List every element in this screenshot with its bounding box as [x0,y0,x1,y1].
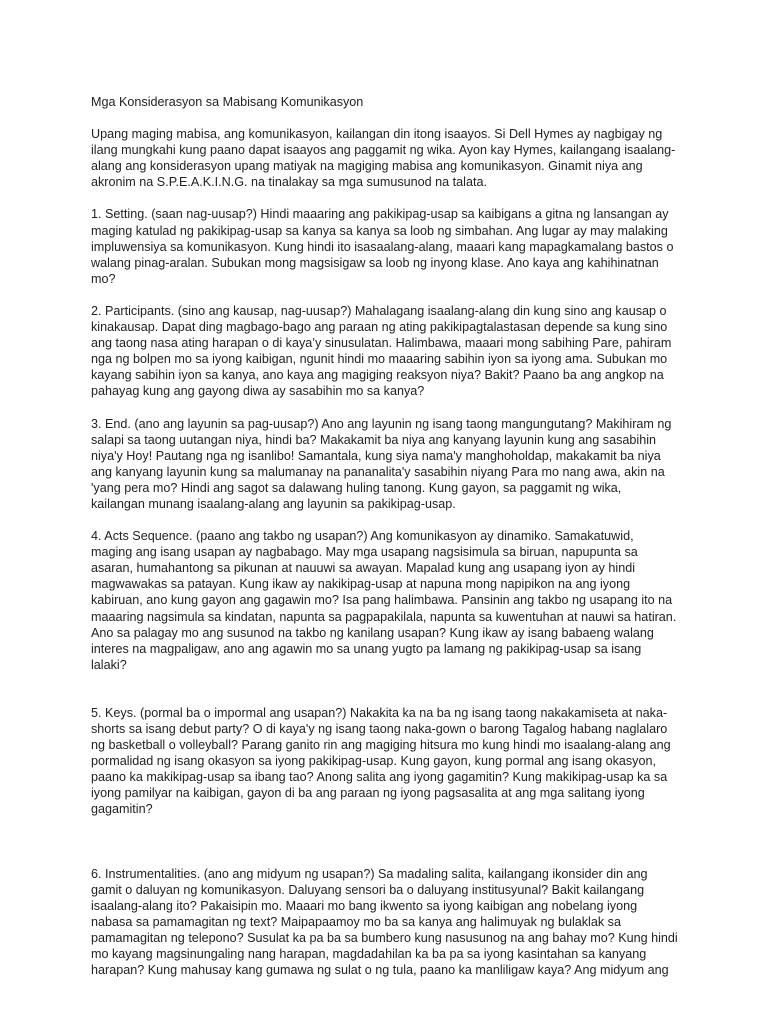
paragraph-end: 3. End. (ano ang layunin sa pag-uusap?) Ano ang layunin ng isang taong mangungutang? Makihiram ng salapi sa taong uutangan niya, hindi ba? Makakamit ba niya ang kanyang layunin kung ang sasabihin niya'y Hoy! Pautang nga ng isanlibo! Samantala, kung siya nama'y manghoholdap, makakamit ba niya ang kanyang layunin kung sa malumanay na pananalita'y sasabihin niyang Para mo nang awa, akin na 'yang pera mo? Hindi ang sagot sa dalawang huling tanong. Kung gayon, sa paggamit ng wika, kailangan munang isaalang-alang ang layunin sa pakikipag-usap. [91,416,672,511]
document-body [91,94,678,994]
document-title: Mga Konsiderasyon sa Mabisang Komunikasyon [91,95,364,109]
paragraph-participants: 2. Participants. (sino ang kausap, nag-uusap?) Mahalagang isaalang-alang din kung sino ang kausap o kinakausap. Dapat ding magbago-bago ang paraan ng ating pakikipagtalastasan depende sa kung sino ang taong nasa ating harapan o di kaya’y sinusulatan. Halimbawa, maaari mong sabihing Pare, pahiram nga ng bolpen mo sa iyong kaibigan, ngunit hindi mo maaaring sabihin iyon sa iyong ama. Subukan mo kayang sabihin iyon sa kanya, ano kaya ang magiging reaksyon niya? Bakit? Paano ba ang angkop na pahayag kung ang gayong diwa ay sasabihin mo sa kanya? [91,303,672,399]
paragraph-setting: 1. Setting. (saan nag-uusap?) Hindi maaaring ang pakikipag-usap sa kaibigans a gitna ng lansangan ay maging katulad ng pakikipag-usap sa kanya sa kanya sa loob ng simbahan. Ang lugar ay may malaking impluwensiya sa komunikasyon. Kung hindi ito isasaalang-alang, maaari kang mapagkamalang bastos o walang pinag-aralan. Subukan mong magsisigaw sa loob ng inyong klase. Ano kaya ang kahihinatnan mo? [91,207,674,286]
paragraph-intro: Upang maging mabisa, ang komunikasyon, kailangan din itong isaayos. Si Dell Hymes ay nagbigay ng ilang mungkahi kung paano dapat isaayos ang paggamit ng wika. Ayon kay Hymes, kailangang isaalang-alang ang konsiderasyon upang matiyak na magiging mabisa ang komunikasyon. Ginamit niya ang akronim na S.P.E.A.K.I.N.G. na tinalakay sa mga sumusunod na talata. [91,127,676,190]
paragraph-instrumentalities: 6. Instrumentalities. (ano ang midyum ng usapan?) Sa madaling salita, kailangang ikonsider din ang gamit o daluyan ng komunikasyon. Daluyang sensori ba o daluyang institusyunal? Bakit kailangang isaalang-alang ito? Pakaisipin mo. Maaari mo bang ikwento sa iyong kaibigan ang nobelang iyong nabasa sa pamamagitan ng text? Maipapaamoy mo ba sa kanya ang halimuyak ng bulaklak sa pamamagitan ng telepono? Susulat ka pa ba sa bumbero kung nasusunog na ang bahay mo? Kung hindi mo kayang magsinungaling nang harapan, magdadahilan ka ba pa sa iyong kasintahan sa kanyang harapan? Kung mahusay kang gumawa ng sulat o ng tula, paano ka manliligaw kaya? Ang midyum ang [91,866,678,978]
paragraph-keys: 5. Keys. (pormal ba o impormal ang usapan?) Nakakita ka na ba ng isang taong nakakamiseta at naka-shorts sa isang debut party? O di kaya'y ng isang taong naka-gown o barong Tagalog habang naglalaro ng basketball o volleyball? Parang ganito rin ang magiging hitsura mo kung hindi mo isaalang-alang ang pormalidad ng isang okasyon sa iyong pakikipag-usap. Kung gayon, kung pormal ang isang okasyon, paano ka makikipag-usap sa ibang tao? Anong salita ang iyong gagamitin? Kung makikipag-usap ka sa iyong pamilyar na kaibigan, gayon di ba ang paraan ng iyong pagsasalita at ang mga salitang iyong gagamitin? [91,705,671,817]
paragraph-acts-sequence: 4. Acts Sequence. (paano ang takbo ng usapan?) Ang komunikasyon ay dinamiko. Samakatuwid, maging ang isang usapan ay nagbabago. May mga usapang nagsisimula sa biruan, napupunta sa asaran, humahantong sa pikunan at nauuwi sa awayan. Mapalad kung ang usapang iyon ay hindi magwawakas sa patayan. Kung ikaw ay nakikipag-usap at napuna mong napipikon na ang iyong kabiruan, ano kung gayon ang gagawin mo? Isa pang halimbawa. Pansinin ang takbo ng usapang ito na maaaring nagsimula sa kindatan, napunta sa pagpapakilala, napunta sa kuwentuhan at nauwi sa hatiran. Ano sa palagay mo ang susunod na takbo ng kanilang usapan? Kung ikaw ay isang babaeng walang interes na magpaligaw, ano ang agawin mo sa unang yugto pa lamang ng pakikipag-usap sa isang lalaki? [91,529,677,672]
